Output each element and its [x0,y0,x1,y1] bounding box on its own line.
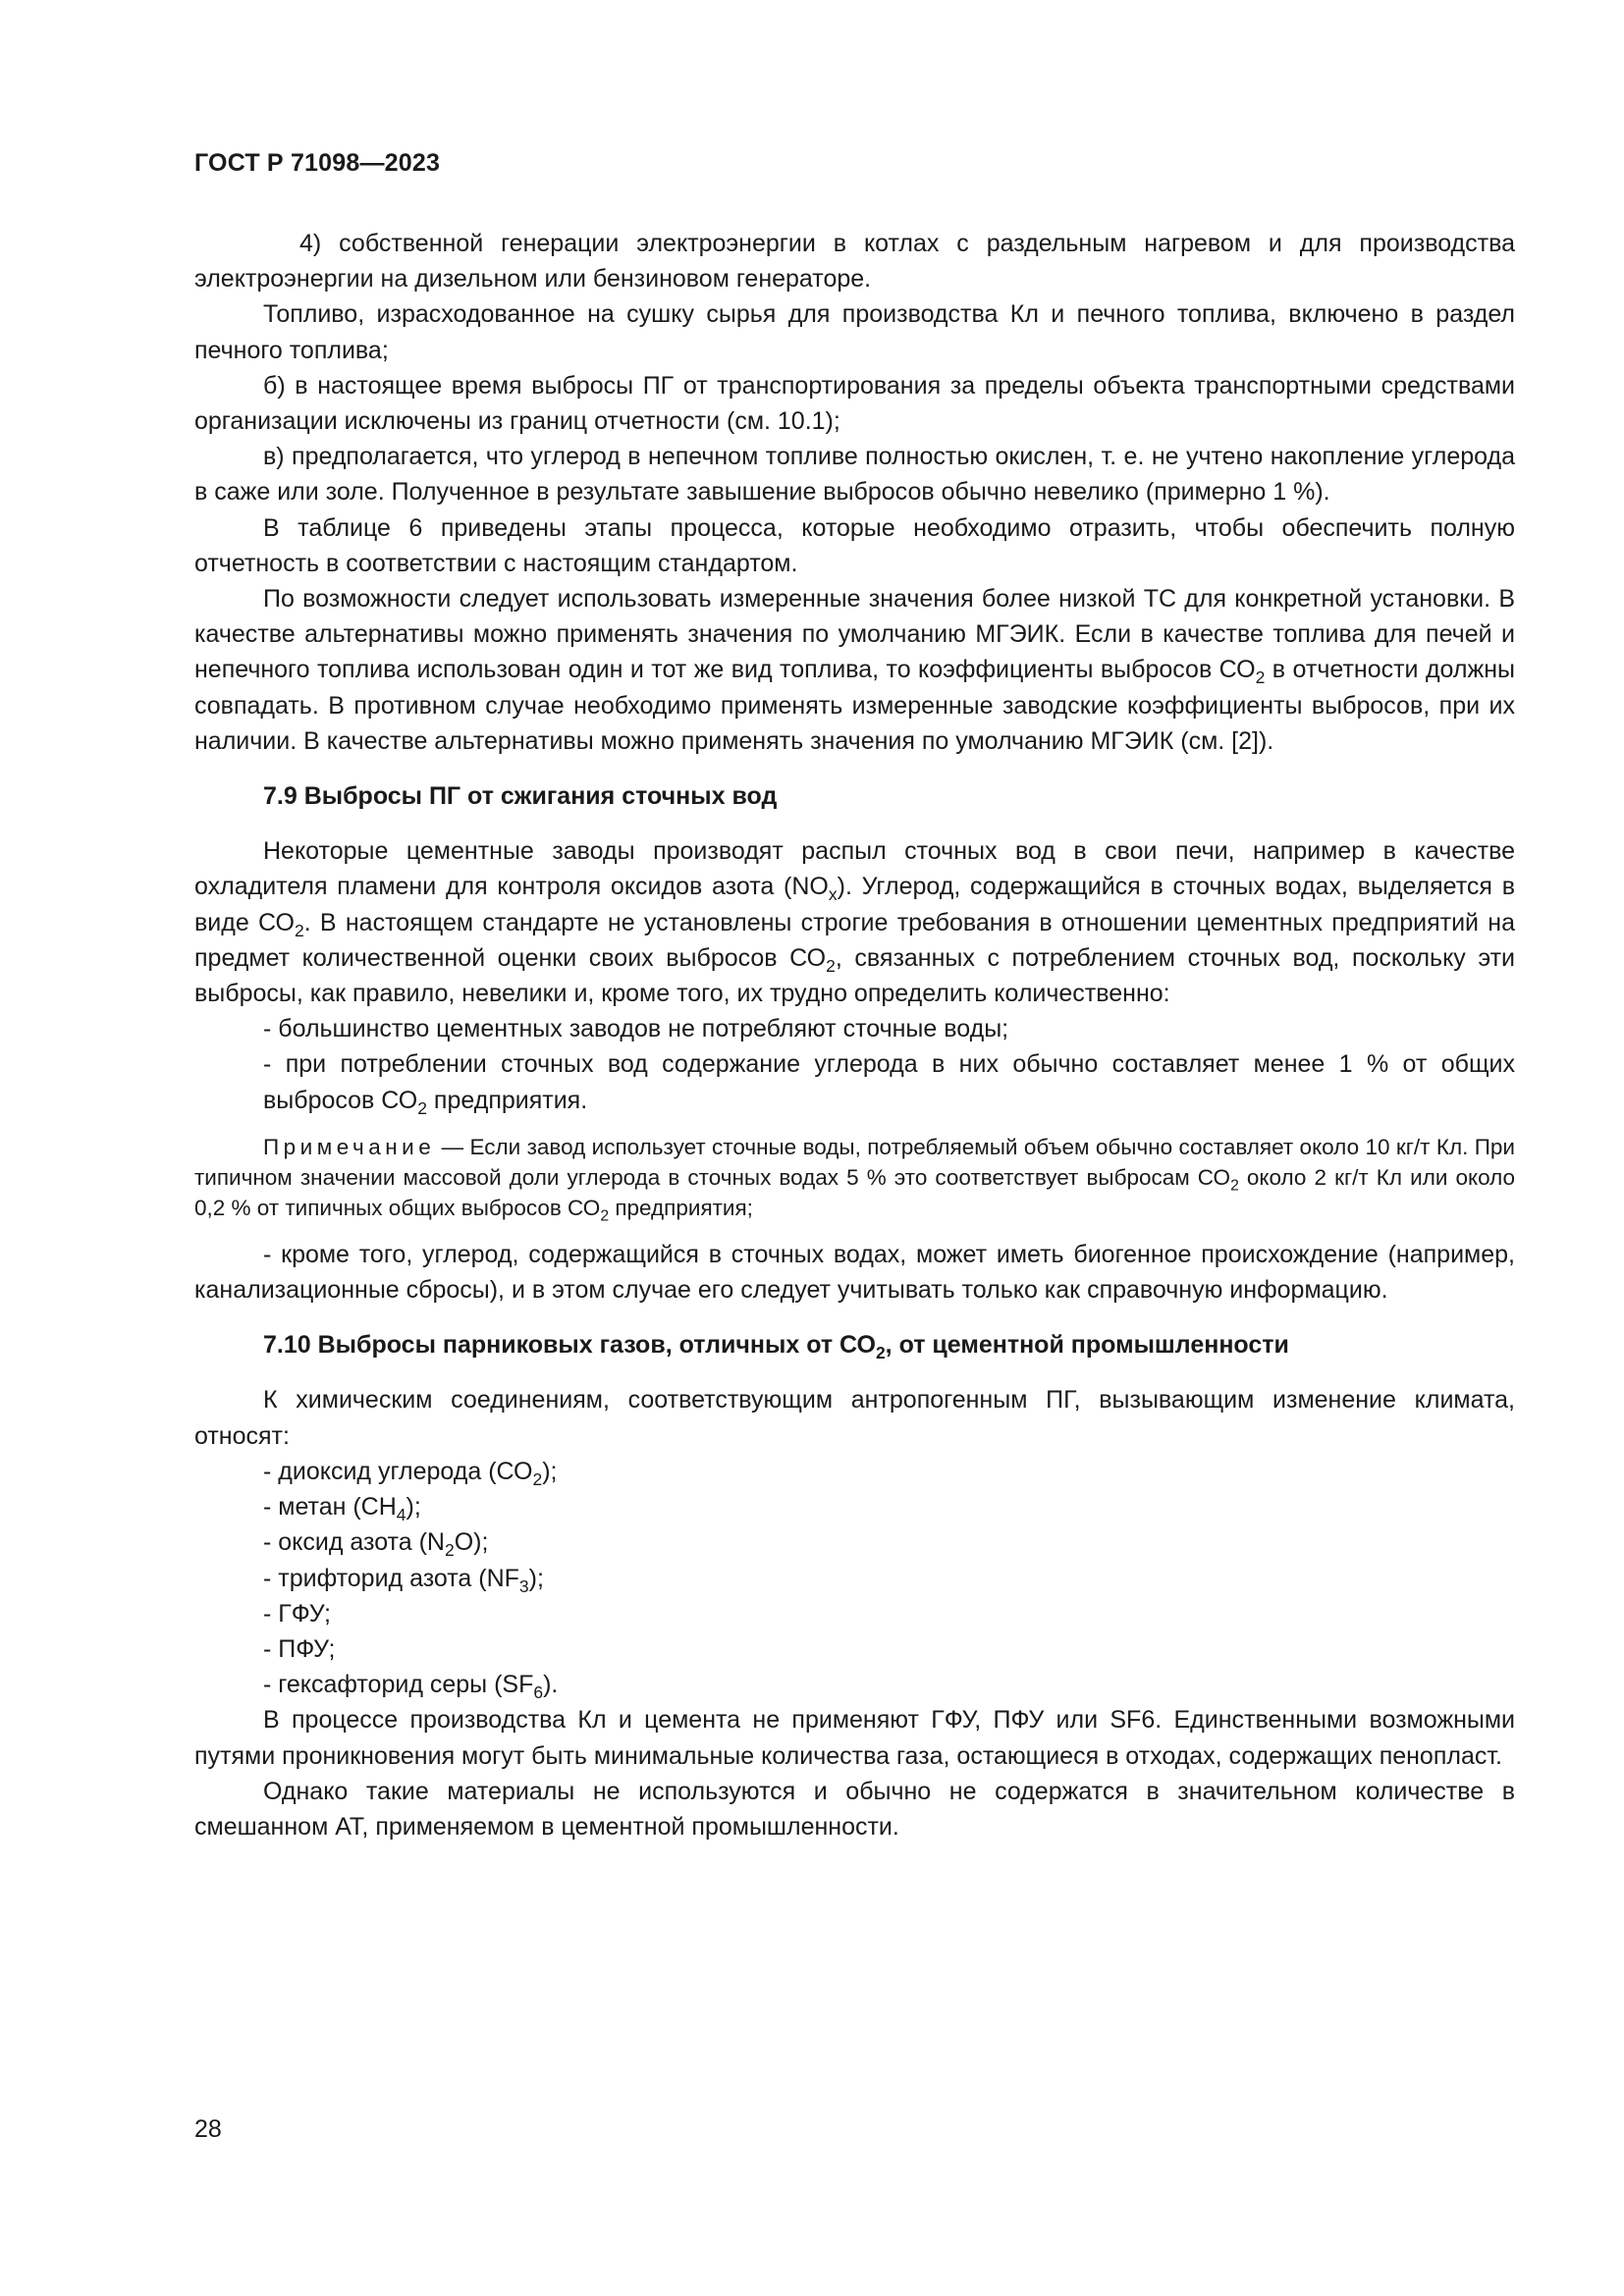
paragraph-item-b: б) в настоящее время выбросы ПГ от транспортирования за пределы объекта транспортными средствами организации исключены из границ отчетности (см. 10.1); [194,371,1515,436]
list-item: - большинство цементных заводов не потребляют сточные воды; [263,1015,1009,1043]
list-item: - диоксид углерода $(СО_2)$; [263,1457,558,1490]
page-number: 28 [194,2115,222,2143]
ghg-list [194,1454,1515,1702]
paragraph-wastewater-spray: Некоторые цементные заводы производят распыл сточных вод в свои печи, например в качестве охладителя пламени для контроля оксидов азота $(NO_x)$. Углерод, содержащийся в сточных водах, выделяется в виде $СО_2$. В настоящем стандарте не установлены строгие требования в отношении цементных предприятий на предмет количественной оценки своих выбросов $СО_2$, связанных с потреблением сточных вод, поскольку эти выбросы, как правило, невелики и, кроме того, их трудно определить количественно: [194,837,1515,1008]
list-item: - кроме того, углерод, содержащийся в сточных водах, может иметь биогенное происхождение (например, канализационные сбросы), и в этом случае его следует учитывать только как справочную информацию. [194,1240,1515,1305]
document-body [194,226,1515,1844]
note-paragraph: Примечание — Если завод использует сточные воды, потребляемый объем обычно составляет около 10 кг/т Кл. При типичном значении массовой доли углерода в сточных водах 5 % это соответствует выбросам $СО_2$ около 2 кг/т Кл или около 0,2 % от типичных общих выбросов $СО_2$ предприятия; [194,1134,1515,1225]
paragraph-table-6: В таблице 6 приведены этапы процесса, которые необходимо отразить, чтобы обеспечить полную отчетность в соответствии с настоящим стандартом. [194,513,1515,577]
document-code-header: ГОСТ Р 71098—2023 [194,149,441,177]
paragraph-materials: Однако такие материалы не используются и обычно не содержатся в значительном количестве в смешанном АТ, применяемом в цементной промышленности. [194,1777,1515,1841]
note-label: Примечание [263,1134,436,1159]
paragraph-process-gases: В процессе производства Кл и цемента не применяют ГФУ, ПФУ или SF6. Единственными возможными путями проникновения могут быть минимальные количества газа, остающиеся в отходах, содержащих пенопласт. [194,1706,1515,1770]
paragraph-item-v: в) предполагается, что углерод в непечном топливе полностью окислен, т. е. не учтено накопление углерода в саже или золе. Полученное в результате завышение выбросов обычно невелико (примерно 1 %). [194,443,1515,507]
paragraph-measured-values: По возможности следует использовать измеренные значения более низкой ТС для конкретной установки. В качестве альтернативы можно применять значения по умолчанию МГЭИК. Если в качестве топлива для печей и непечного топлива использован один и тот же вид топлива, то коэффициенты выбросов $СО_2$ в отчетности должны совпадать. В противном случае необходимо применять измеренные заводские коэффициенты выбросов, при их наличии. В качестве альтернативы можно применять значения по умолчанию МГЭИК (см. [2]). [194,585,1515,755]
paragraph-fuel-drying: Топливо, израсходованное на сушку сырья для производства Кл и печного топлива, включено в раздел печного топлива; [194,300,1515,364]
paragraph-ghg-intro: К химическим соединениям, соответствующим антропогенным ПГ, вызывающим изменение климата, относят: [194,1386,1515,1450]
list-item: - метан $(СН_4)$; [263,1493,421,1525]
list-item: - оксид азота $(N_2O)$; [263,1528,489,1561]
list-item: - ГФУ; [263,1599,331,1628]
section-7-9-heading: 7.9 Выбросы ПГ от сжигания сточных вод [263,782,778,811]
list-item: - ПФУ; [263,1634,336,1663]
list-item: - трифторид азота $(NF_3)$; [263,1564,544,1596]
list-item: - гексафторид серы $(SF_6)$. [263,1671,559,1703]
section-7-10-heading: 7.10 Выбросы парниковых газов, отличных от $СО_2$, от цементной промышленности [263,1331,1289,1363]
paragraph-item-4: 4) собственной генерации электроэнергии в котлах с раздельным нагревом и для производства электроэнергии на дизельном или бензиновом генераторе. [194,230,1515,294]
list-item: - при потреблении сточных вод содержание углерода в них обычно составляет менее 1 % от общих выбросов $СО_2$ предприятия. [263,1050,1515,1118]
